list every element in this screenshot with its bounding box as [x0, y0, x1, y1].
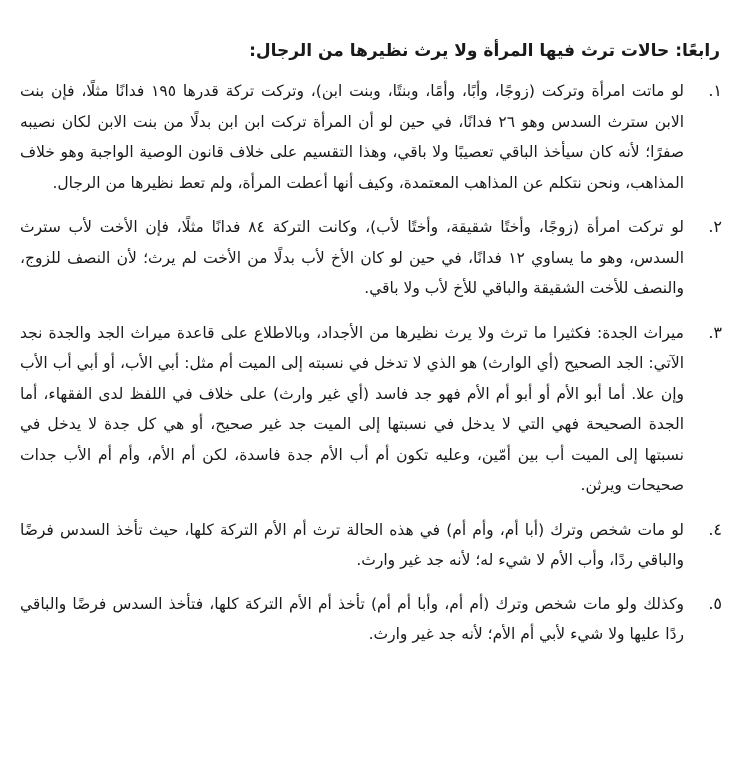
list-item-3	[20, 318, 726, 501]
item-number: ٤.	[708, 519, 722, 539]
list-item-5	[20, 589, 726, 649]
item-number: ١.	[708, 81, 722, 100]
list-item-1	[20, 76, 726, 198]
item-text: وكذلك ولو مات شخص وترك (أم أم، وأبا أم أم) تأخذ أم الأم التركة كلها، فتأخذ السدس فرضًا والباقي ردًا عليها ولا شيء لأبي أم الأم؛ لأنه جد غير وارث.	[20, 594, 684, 643]
item-text: لو تركت امرأة (زوجًا، وأختًا شقيقة، وأختًا لأب)، وكانت التركة ٨٤ فدانًا مثلًا، فإن الأخت لأب سترث السدس، وهو ما يساوي ١٢ فدانًا، في حين لو كان الأخ لأب بدلًا من الأخت لم يرث؛ لأن النصف للزوج، والنصف للأخت الشقيقة والباقي للأخ لأب ولا باقي.	[20, 218, 685, 297]
item-text: لو ماتت امرأة وتركت (زوجًا، وأبًا، وأمًا، وبنتًا، وبنت ابن)، وتركت تركة قدرها ١٩٥ فدانًا مثلًا، فإن بنت الابن سترث السدس وهو ٢٦ فدانًا، في حين لو أن المرأة تركت ابن ابن بدلًا من بنت الابن لكان نصيبه صفرًا؛ لأنه كان سيأخذ الباقي تعصيبًا ولا باقي، وهذا التقسيم على خلاف قانون الوصية الواجبة وهو خلاف المذاهب، ونحن نتكلم عن المذاهب المعتمدة، وكيف أنها أعطت المرأة، ولم تعط نظيرها من الرجال.	[20, 82, 684, 192]
item-text: ميراث الجدة: فكثيرا ما ترث ولا يرث نظيرها من الأجداد، وبالاطلاع على قاعدة ميراث الجد والجدة نجد الآتي: الجد الصحيح (أي الوارث) هو الذي لا تدخل في نسبته إلى الميت أم مثل: أبي الأب، أو أبي أب الأب وإن علا. أما أبو الأم أو أبو أم الأم فهو جد فاسد (أي غير وارث) على خلاف في اللفظ لدى الفقهاء، أما الجدة الصحيحة فهي التي لا يدخل في نسبتها إلى الميت جد غير صحيح، أو هي كل جدة لا يدخل في نسبتها إلى الميت أب بين أمّين، وعليه تكون أم أب الأم جدة فاسدة، لكن أم الأم، وأم أم الأب جدات صحيحات ويرثن.	[20, 323, 684, 494]
item-number: ٥.	[708, 593, 722, 613]
document-page	[20, 36, 726, 782]
item-number: ٣.	[708, 322, 722, 342]
section-heading: رابعًا: حالات ترث فيها المرأة ولا يرث نظيرها من الرجال:	[249, 41, 720, 61]
item-text: لو مات شخص وترك (أبا أم، وأم أم) في هذه الحالة ترث أم الأم التركة كلها، حيث تأخذ السدس فرضًا والباقي ردًا، وأب الأم لا شيء له؛ لأنه جد غير وارث.	[20, 520, 684, 569]
list-item-2	[20, 212, 726, 304]
item-number: ٢.	[708, 217, 722, 236]
list-item-4	[20, 515, 726, 575]
